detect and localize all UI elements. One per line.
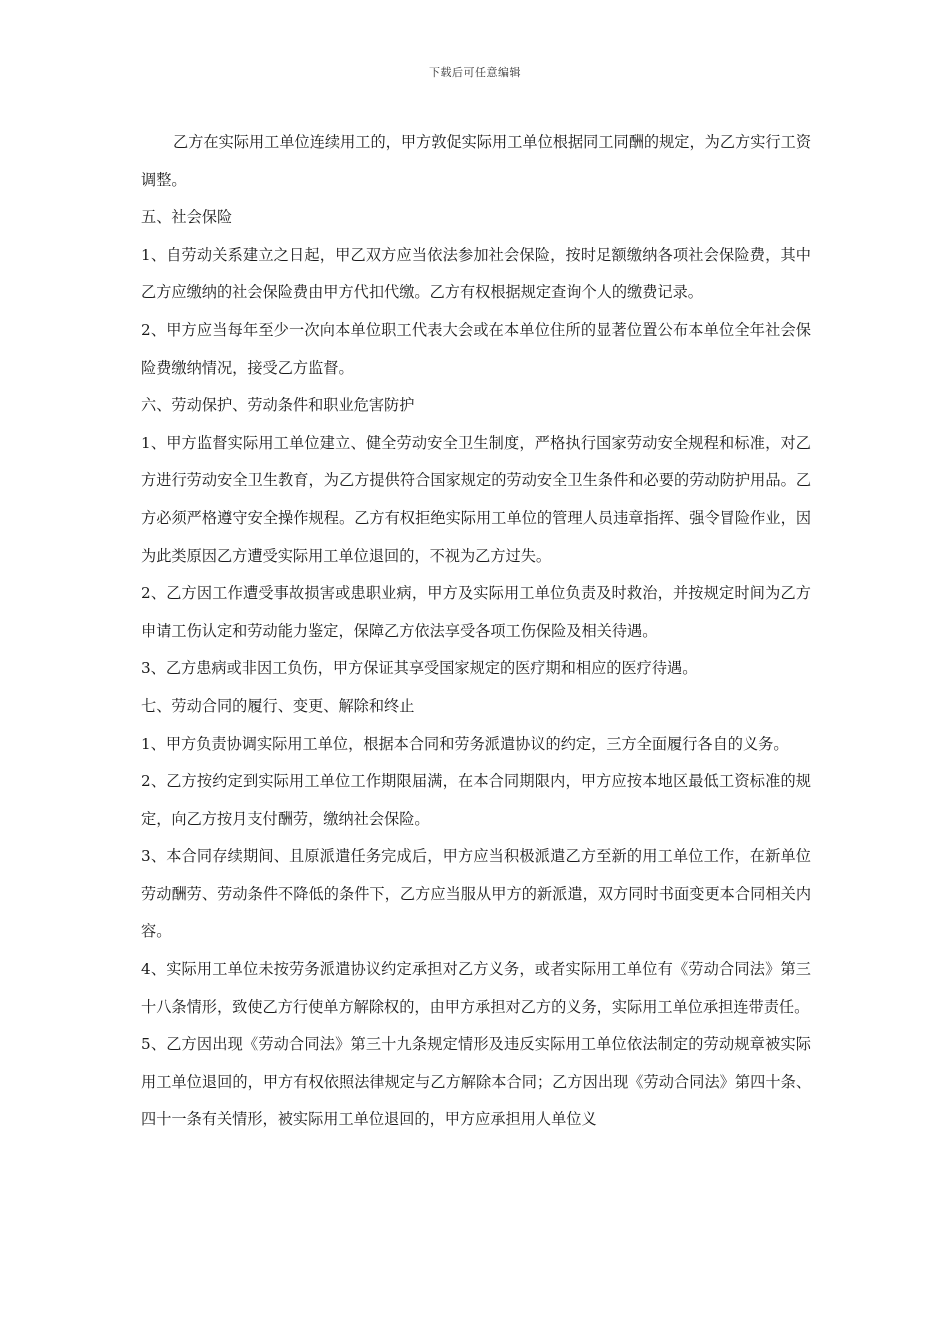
paragraph: 4、实际用工单位未按劳务派遣协议约定承担对乙方义务，或者实际用工单位有《劳动合同法》第三十八条情形，致使乙方行使单方解除权的，由甲方承担对乙方的义务，实际用工单位承担连带责任。: [141, 960, 811, 1016]
paragraph: 2、乙方因工作遭受事故损害或患职业病，甲方及实际用工单位负责及时救治，并按规定时间为乙方申请工伤认定和劳动能力鉴定，保障乙方依法享受各项工伤保险及相关待遇。: [141, 584, 811, 640]
paragraph: 2、甲方应当每年至少一次向本单位职工代表大会或在本单位住所的显著位置公布本单位全年社会保险费缴纳情况，接受乙方监督。: [141, 320, 811, 377]
paragraph: 3、乙方患病或非因工负伤，甲方保证其享受国家规定的医疗期和相应的医疗待遇。: [141, 659, 698, 678]
paragraph: 1、甲方负责协调实际用工单位，根据本合同和劳务派遣协议的约定，三方全面履行各自的义务。: [141, 734, 789, 753]
page-header: 下载后可任意编辑: [429, 66, 521, 79]
paragraph: 2、乙方按约定到实际用工单位工作期限届满，在本合同期限内，甲方应按本地区最低工资标准的规定，向乙方按月支付酬劳，缴纳社会保险。: [141, 772, 811, 828]
document-body: [141, 124, 811, 1139]
paragraph: 乙方在实际用工单位连续用工的，甲方敦促实际用工单位根据同工同酬的规定，为乙方实行工资调整。: [141, 133, 811, 189]
section-heading: 七、劳动合同的履行、变更、解除和终止: [141, 696, 415, 715]
paragraph: 1、甲方监督实际用工单位建立、健全劳动安全卫生制度，严格执行国家劳动安全规程和标准，对乙方进行劳动安全卫生教育，为乙方提供符合国家规定的劳动安全卫生条件和必要的劳动防护用品。乙方必须严格遵守安全操作规程。乙方有权拒绝实际用工单位的管理人员违章指挥、强令冒险作业，因为此类原因乙方遭受实际用工单位退回的，不视为乙方过失。: [141, 433, 811, 565]
paragraph: 5、乙方因出现《劳动合同法》第三十九条规定情形及违反实际用工单位依法制定的劳动规章被实际用工单位退回的，甲方有权依照法律规定与乙方解除本合同；乙方因出现《劳动合同法》第四十条、四十一条有关情形，被实际用工单位退回的，甲方应承担用人单位义: [141, 1035, 811, 1129]
section-heading: 五、社会保险: [141, 208, 233, 227]
paragraph: 3、本合同存续期间、且原派遣任务完成后，甲方应当积极派遣乙方至新的用工单位工作，在新单位劳动酬劳、劳动条件不降低的条件下，乙方应当服从甲方的新派遣，双方同时书面变更本合同相关内容。: [141, 847, 811, 941]
paragraph: 1、自劳动关系建立之日起，甲乙双方应当依法参加社会保险，按时足额缴纳各项社会保险费，其中乙方应缴纳的社会保险费由甲方代扣代缴。乙方有权根据规定查询个人的缴费记录。: [141, 245, 811, 302]
section-heading: 六、劳动保护、劳动条件和职业危害防护: [141, 396, 415, 415]
